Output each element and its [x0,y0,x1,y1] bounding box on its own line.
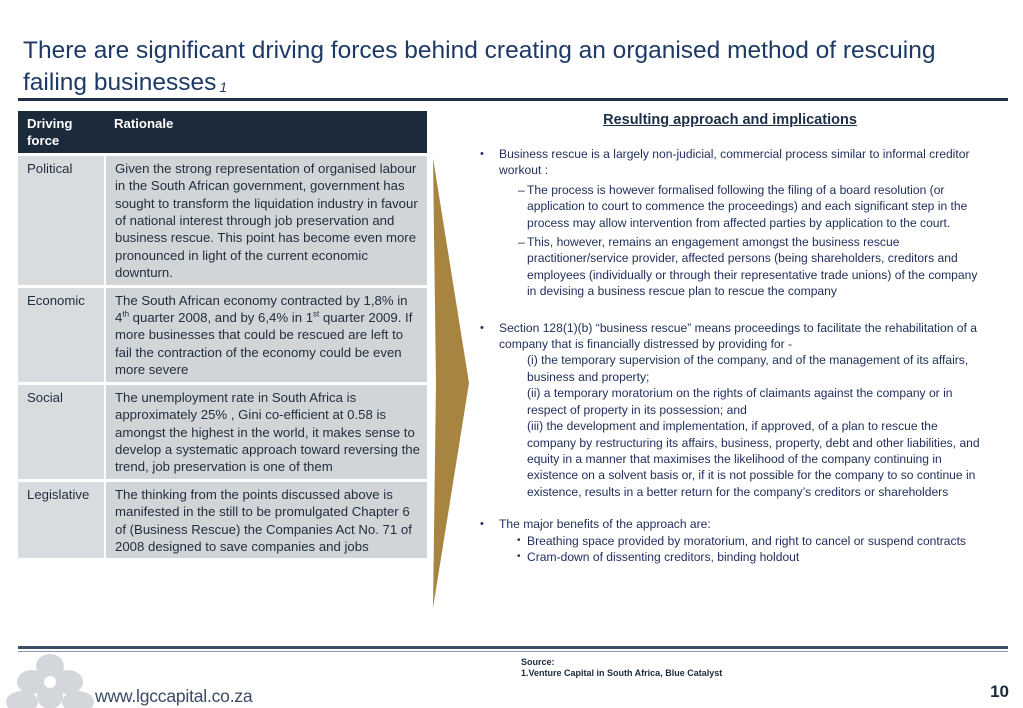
chevron-arrow-icon [433,158,469,608]
rationale-political: Given the strong representation of organised labour in the South African government, government has sought to transform the liquidation industry in favour of national interest through job preservation and business rescue. This point has become even more pronounced in light of the current economic downturn. [105,154,427,286]
bullet-section-128: • Section 128(1)(b) “business rescue” means proceedings to facilitate the rehabilitation of a company that is financially distressed by providing for - [480,320,977,352]
superscript-st: st [313,309,320,319]
force-economic: Economic [18,286,105,383]
rationale-economic-part2: quarter 2008, and by 6,4% in 1 [129,310,314,326]
table-row [18,154,427,286]
bullet-marker: • [480,148,484,160]
driving-forces-table [18,111,427,558]
section-item: (ii) a temporary moratorium on the rights of claimants against the company or in respect of property in its possession; and [527,386,953,417]
force-legislative: Legislative [18,480,105,558]
table-row [18,383,427,480]
rationale-legislative: The thinking from the points discussed above is manifested in the still to be promulgated Chapter 6 of (Business Rescue) the Companies Act No. 71 of 2008 designed to save companies and jobs [105,480,427,558]
force-political: Political [18,154,105,286]
footer-divider-thin [18,651,1008,652]
slide-title [23,35,983,99]
sub-bullet: – The process is however formalised following the filing of a board resolution (or application to court to commence the proceedings) and each significant step in the process may allow intervention from affected parties by application to the court. [518,182,968,230]
table-header-row [18,111,427,154]
superscript-th: th [122,309,130,319]
source-note [521,657,722,679]
header-driving-force: Driving force [18,111,105,154]
benefit-item: • Cram-down of dissenting creditors, binding holdout [517,549,800,564]
bullet-business-rescue: • Business rescue is a largely non-judicial, commercial process similar to informal creditor workout : [480,147,970,178]
bullet-marker: • [480,518,484,531]
dash-marker: – [518,182,525,197]
bullet-marker: • [480,321,484,334]
bullet-marker: • [517,550,521,562]
sub-bullet: – This, however, remains an engagement amongst the business rescue practitioner/service provider, affected persons (being shareholders, creditors and employees (individually or through their representative trade unions) of the company in devising a business rescue plan to rescue the company [518,235,978,299]
source-label: Source: [521,657,555,667]
header-rationale: Rationale [105,111,427,154]
section-item: (i) the temporary supervision of the company, and of the management of its affairs, business and property; [527,353,969,384]
table-row [18,480,427,558]
website-link[interactable]: www.lgccapital.co.za [95,686,253,706]
footer-divider [18,646,1008,649]
benefit-item: • Breathing space provided by moratorium, and right to cancel or suspend contracts [517,533,966,548]
section-item: (iii) the development and implementation, if approved, of a plan to rescue the company by restructuring its affairs, business, property, debt and other liabilities, and equity in a manner that maximises the likelihood of the company continuing in existence on a solvent basis or, if it is not possible for the company to so continue in existence, results in a better return for the company’s creditors or shareholders [527,419,980,499]
table-row [18,286,427,383]
approach-content [478,146,983,565]
dash-marker: – [518,235,525,250]
rationale-social: The unemployment rate in South Africa is approximately 25% , Gini co-efficient at 0.58 is amongst the highest in the world, it makes sense to develop a systematic approach toward reversing the trend, job preservation is one of them [105,383,427,480]
title-footnote: 1 [219,79,228,95]
page-number: 10 [990,682,1009,701]
bullet-marker: • [517,534,521,546]
title-divider [18,98,1008,101]
approach-heading: Resulting approach and implications [603,112,857,128]
title-text: There are significant driving forces behind creating an organised method of rescuing failing businesses [23,37,936,96]
rationale-economic-part1: The South African economy contracted by 1,8% in 4 [115,292,408,326]
source-item: 1.Venture Capital in South Africa, Blue Catalyst [521,668,723,678]
force-social: Social [18,383,105,480]
rationale-economic-part3: quarter 2009. If more businesses that could be rescued are left to fail the contraction of the economy could be even more severe [115,310,413,378]
lgc-logo-icon [2,650,97,708]
bullet-major-benefits: • The major benefits of the approach are: [480,517,711,532]
rationale-economic [105,286,427,383]
